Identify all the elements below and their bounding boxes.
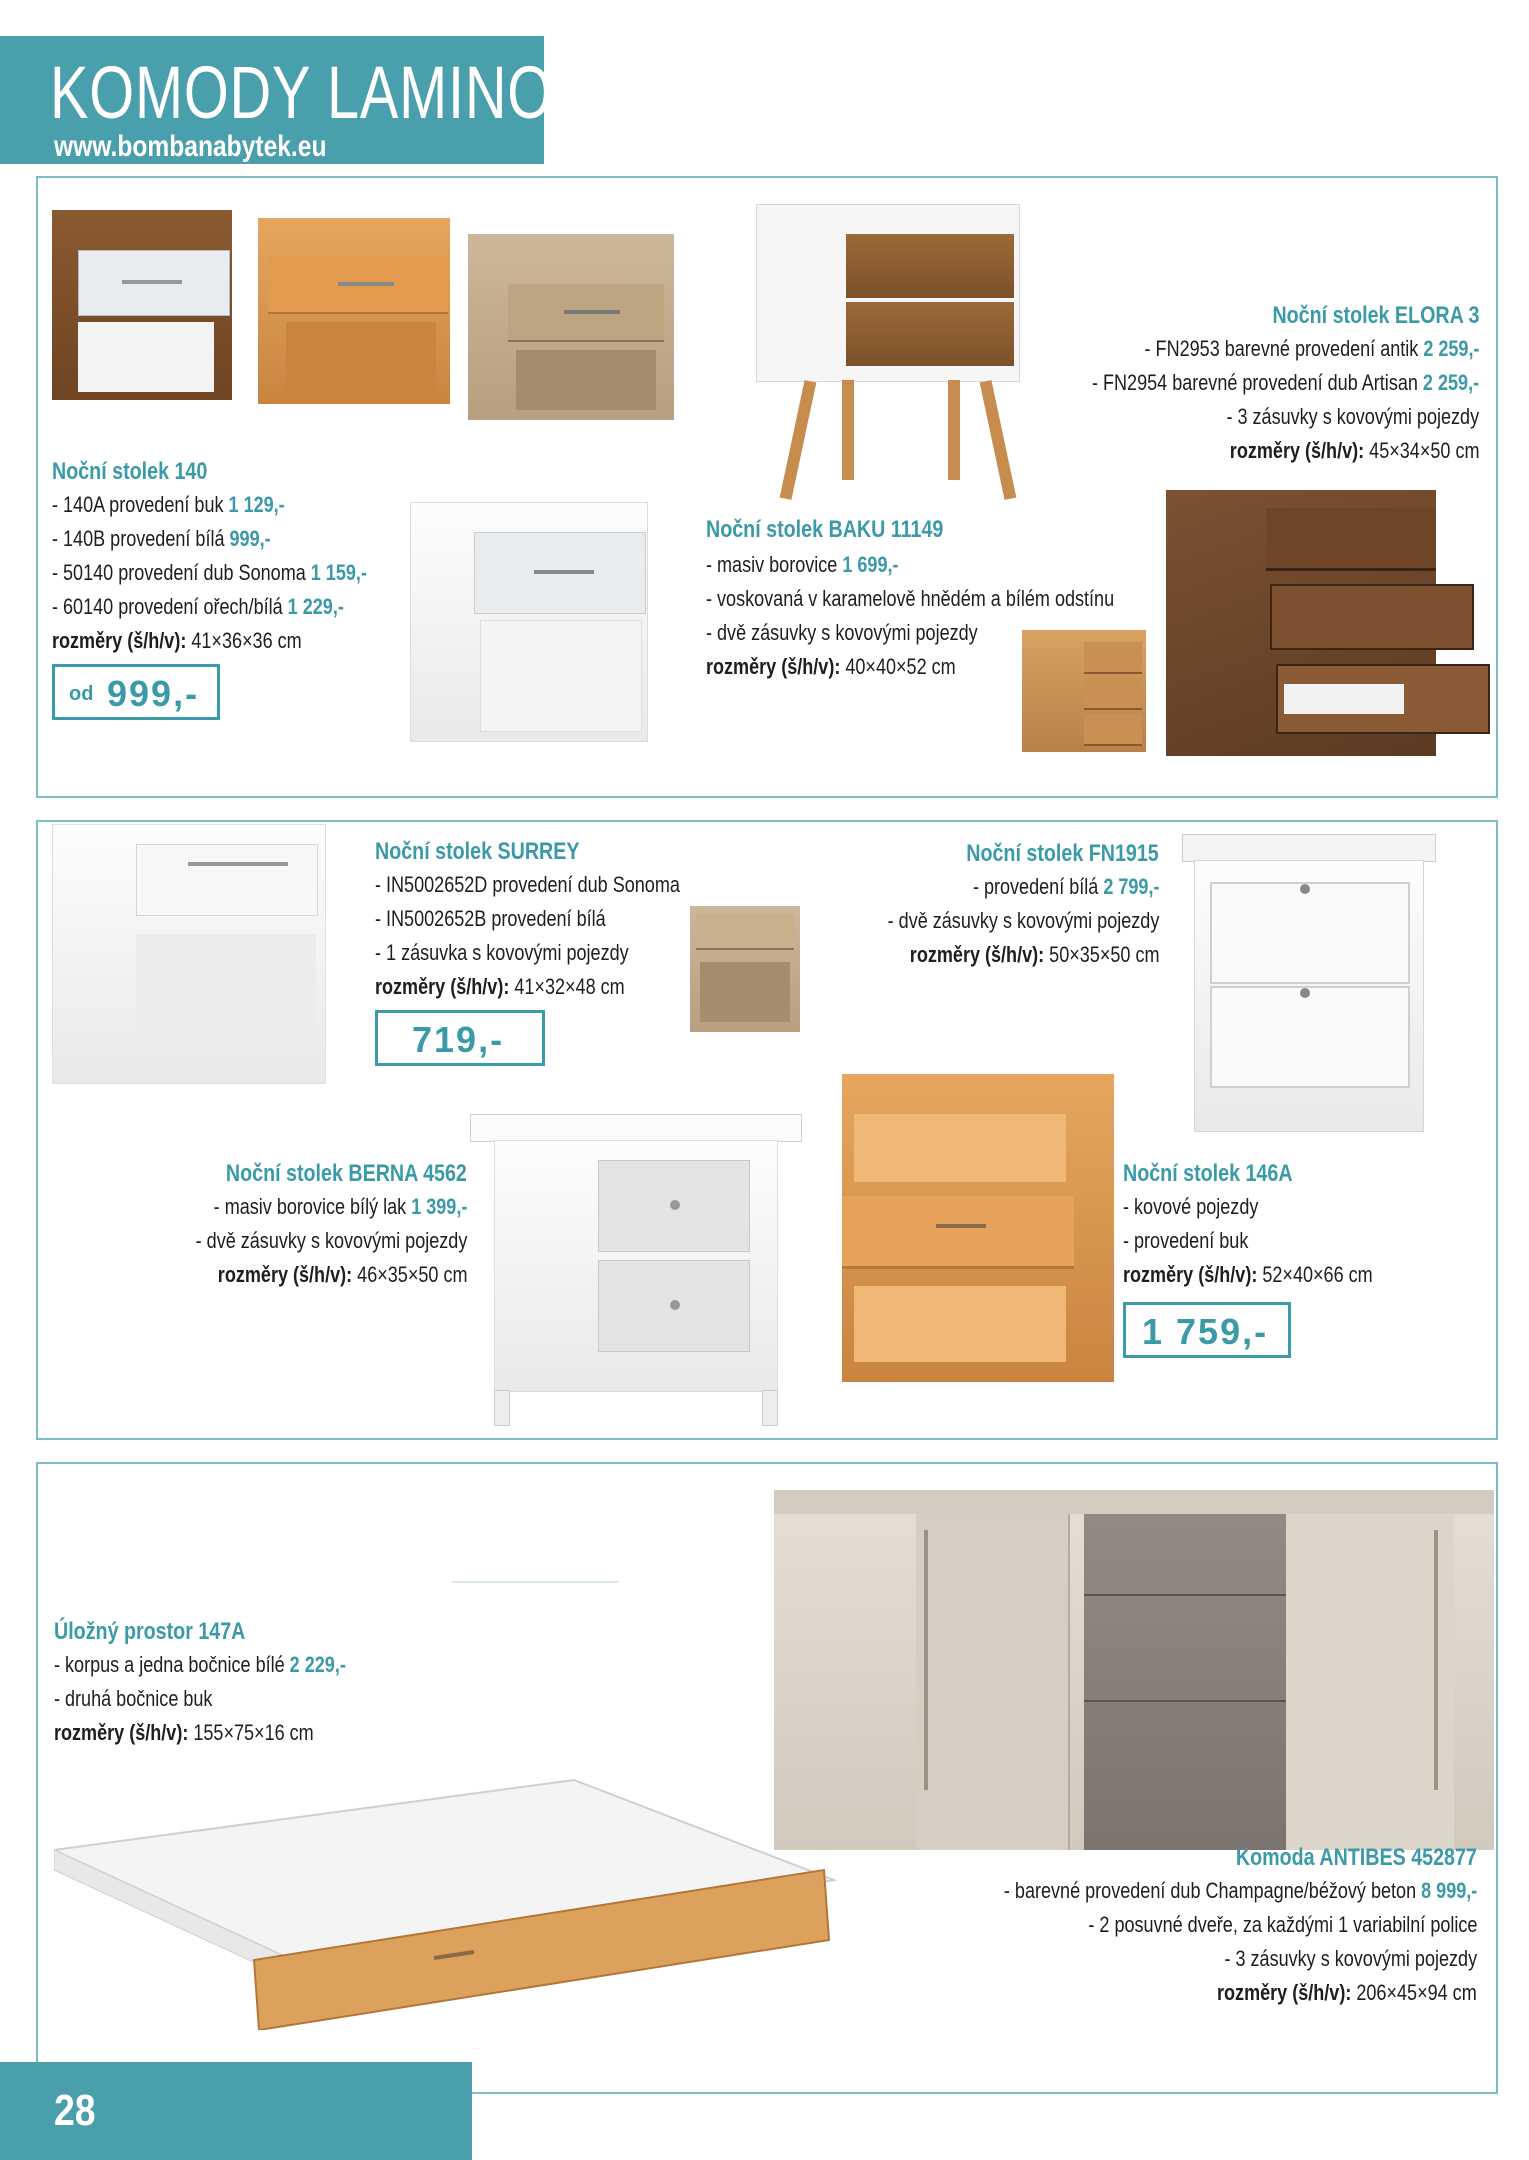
price-prefix: od	[69, 683, 94, 705]
page-number: 28	[54, 2086, 96, 2135]
product-title-stolek-140: Noční stolek 140	[52, 458, 208, 485]
price-box-stolek-140	[52, 664, 220, 720]
product-dimensions-surrey: rozměry (š/h/v): 41×32×48 cm	[375, 974, 625, 999]
price-box-stolek-146a	[1123, 1302, 1291, 1358]
product-line-elora-2: - FN2954 barevné provedení dub Artisan 2 259,-	[1091, 370, 1479, 395]
price-value: 719,-	[412, 1019, 505, 1060]
product-dimensions-berna: rozměry (š/h/v): 46×35×50 cm	[217, 1262, 467, 1287]
product-line-berna-1: - masiv borovice bílý lak 1 399,-	[213, 1194, 467, 1219]
product-line-baku-2: - voskovaná v karamelově hnědém a bílém odstínu	[706, 586, 1115, 611]
product-image-elora-small	[1022, 630, 1146, 760]
product-image-surrey-sonoma	[690, 906, 800, 1032]
product-line-berna-2: - dvě zásuvky s kovovými pojezdy	[195, 1228, 467, 1253]
product-image-baku	[752, 204, 1022, 500]
product-title-ulozny-147a: Úložný prostor 147A	[54, 1618, 246, 1645]
product-image-surrey	[52, 824, 324, 1082]
price-value: 999,-	[107, 673, 200, 714]
product-dimensions-elora: rozměry (š/h/v): 45×34×50 cm	[1229, 438, 1479, 463]
product-title-antibes: Komoda ANTIBES 452877	[1236, 1844, 1477, 1871]
product-dimensions-antibes: rozměry (š/h/v): 206×45×94 cm	[1217, 1980, 1477, 2005]
product-title-surrey: Noční stolek SURREY	[375, 838, 580, 865]
product-line-stolek-140-1: - 140A provedení buk 1 129,-	[52, 492, 285, 517]
product-title-fn1915: Noční stolek FN1915	[966, 840, 1159, 867]
product-image-stolek-140a	[52, 210, 232, 400]
product-line-stolek-140-3: - 50140 provedení dub Sonoma 1 159,-	[52, 560, 367, 585]
product-line-elora-1: - FN2953 barevné provedení antik 2 259,-	[1144, 336, 1479, 361]
product-image-stolek-140-sonoma	[468, 234, 674, 420]
product-image-stolek-146a	[842, 1074, 1114, 1382]
product-dimensions-stolek-140: rozměry (š/h/v): 41×36×36 cm	[52, 628, 302, 653]
product-title-elora: Noční stolek ELORA 3	[1271, 302, 1479, 329]
product-line-surrey-1: - IN5002652D provedení dub Sonoma	[375, 872, 680, 897]
product-line-baku-3: - dvě zásuvky s kovovými pojezdy	[706, 620, 978, 645]
product-title-baku: Noční stolek BAKU 11149	[706, 516, 944, 543]
product-title-berna: Noční stolek BERNA 4562	[226, 1160, 467, 1187]
product-line-stolek-146a-1: - kovové pojezdy	[1123, 1194, 1259, 1219]
product-image-ulozny-147a	[54, 1760, 844, 2030]
price-value: 1 759,-	[1142, 1311, 1269, 1352]
product-dimensions-ulozny-147a: rozměry (š/h/v): 155×75×16 cm	[54, 1720, 314, 1745]
product-image-berna	[470, 1114, 800, 1424]
product-line-ulozny-147a-2: - druhá bočnice buk	[54, 1686, 213, 1711]
product-dimensions-baku: rozměry (š/h/v): 40×40×52 cm	[706, 654, 956, 679]
product-line-antibes-3: - 3 zásuvky s kovovými pojezdy	[1224, 1946, 1477, 1971]
product-line-fn1915-1: - provedení bílá 2 799,-	[972, 874, 1159, 899]
product-line-stolek-146a-2: - provedení buk	[1123, 1228, 1249, 1253]
product-line-fn1915-2: - dvě zásuvky s kovovými pojezdy	[887, 908, 1159, 933]
divider-line	[452, 1581, 618, 1583]
product-image-stolek-140-white	[410, 502, 646, 750]
product-dimensions-stolek-146a: rozměry (š/h/v): 52×40×66 cm	[1123, 1262, 1373, 1287]
product-image-stolek-140b	[258, 218, 450, 404]
product-dimensions-fn1915: rozměry (š/h/v): 50×35×50 cm	[909, 942, 1159, 967]
price-box-surrey	[375, 1010, 545, 1066]
product-line-antibes-2: - 2 posuvné dveře, za každými 1 variabilní police	[1087, 1912, 1477, 1937]
product-line-surrey-2: - IN5002652B provedení bílá	[375, 906, 606, 931]
product-line-surrey-3: - 1 zásuvka s kovovými pojezdy	[375, 940, 629, 965]
product-line-ulozny-147a-1: - korpus a jedna bočnice bílé 2 229,-	[54, 1652, 346, 1677]
website-url[interactable]: www.bombanabytek.eu	[54, 130, 327, 163]
product-title-stolek-146a: Noční stolek 146A	[1123, 1160, 1293, 1187]
product-line-antibes-1: - barevné provedení dub Champagne/béžový beton 8 999,-	[1003, 1878, 1477, 1903]
product-image-elora	[1166, 490, 1486, 756]
product-line-stolek-140-2: - 140B provedení bílá 999,-	[52, 526, 271, 551]
product-line-stolek-140-4: - 60140 provedení ořech/bílá 1 229,-	[52, 594, 344, 619]
product-image-fn1915	[1182, 834, 1434, 1130]
product-line-elora-3: - 3 zásuvky s kovovými pojezdy	[1226, 404, 1479, 429]
product-line-baku-1: - masiv borovice 1 699,-	[706, 552, 899, 577]
catalog-title: KOMODY LAMINO	[50, 51, 553, 134]
product-image-antibes	[774, 1490, 1494, 1850]
